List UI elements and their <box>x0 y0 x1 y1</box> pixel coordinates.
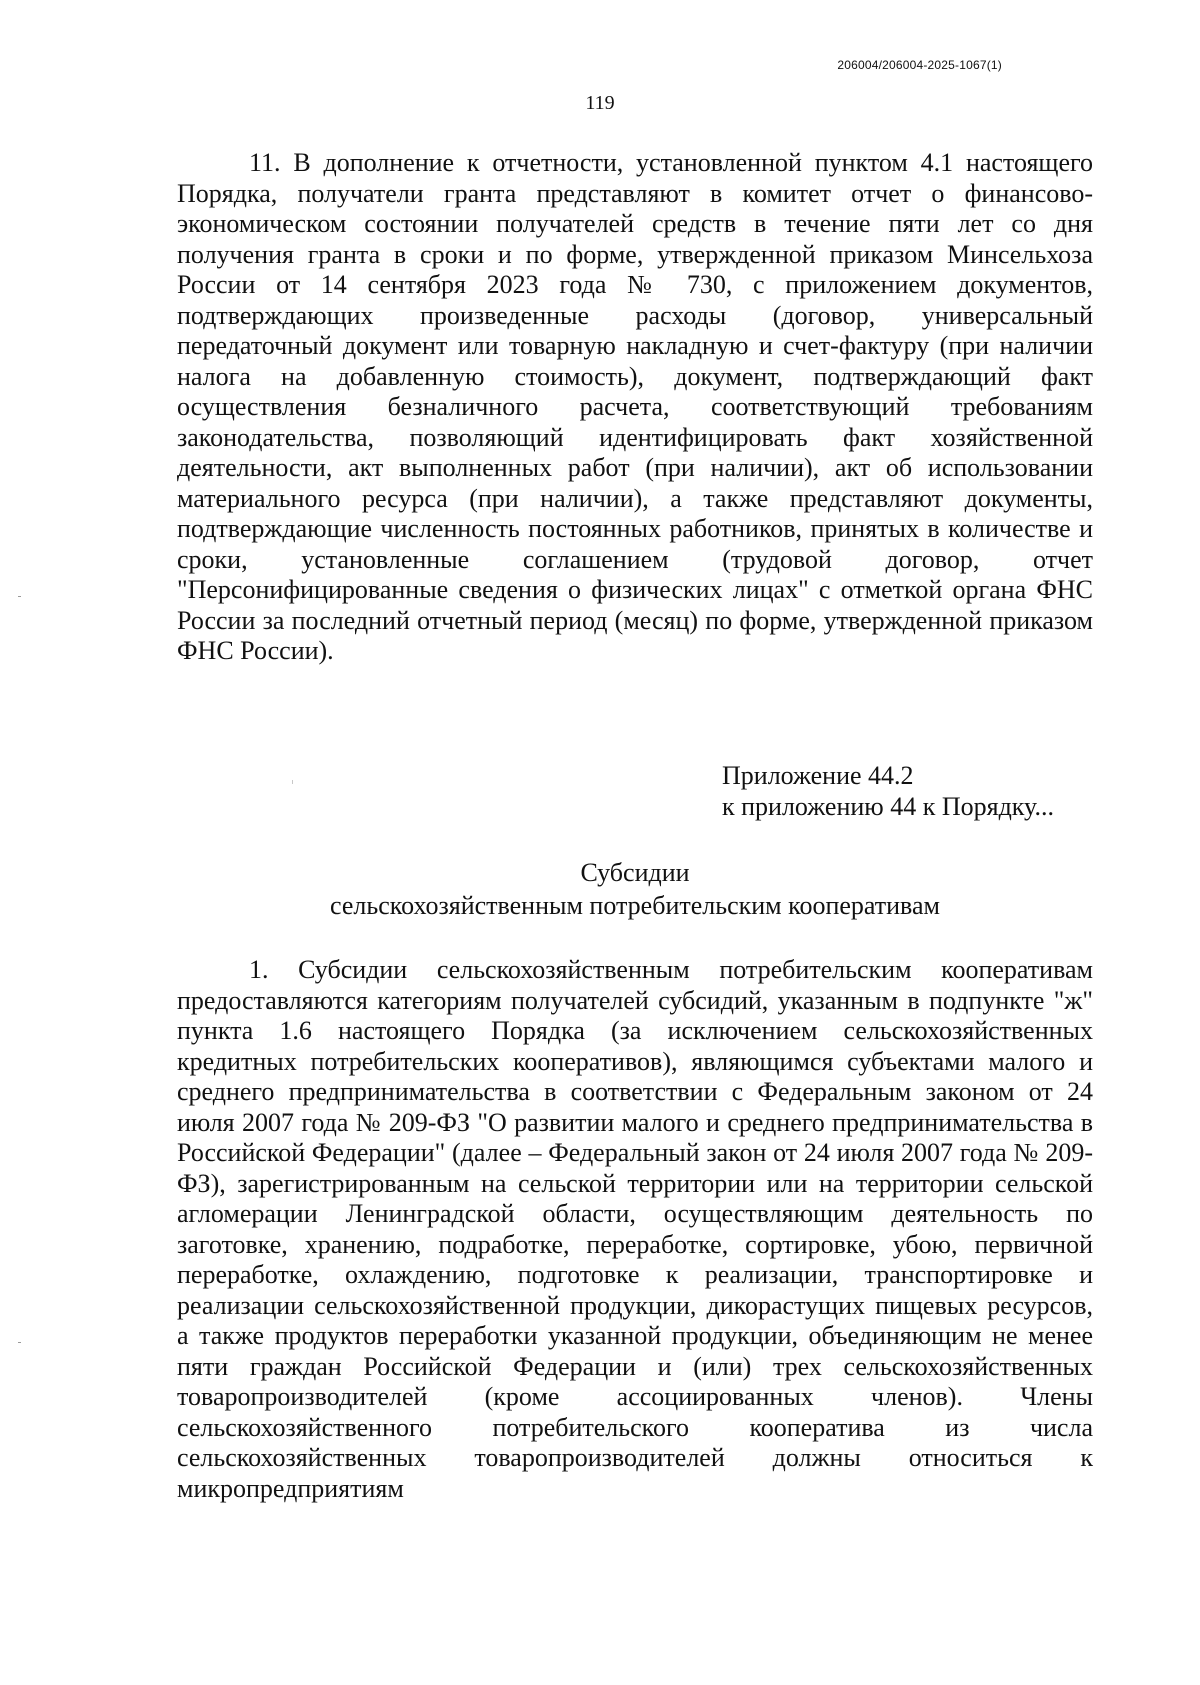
appendix-line-2: к приложению 44 к Порядку... <box>722 792 1054 821</box>
appendix-line-1: Приложение 44.2 <box>722 761 914 790</box>
section-title-line-1: Субсидии <box>580 858 690 887</box>
page-number: 119 <box>585 92 615 114</box>
paragraph-11: 11. В дополнение к отчетности, установленной пунктом 4.1 настоящего Порядка, получатели гранта представляют в комитет отчет о финансово-экономическом состоянии получателей средств в течение пяти лет со дня получения гранта в сроки и по форме, утвержденной приказом Минсельхоза России от 14 сентября 2023 года № 730, с приложением документов, подтверждающих произведенные расходы (договор, универсальный передаточный документ или товарную накладную и счет-фактуру (при наличии налога на добавленную стоимость), документ, подтверждающий факт осуществления безналичного расчета, соответствующий требованиям законодательства, позволяющий идентифицировать факт хозяйственной деятельности, акт выполненных работ (при наличии), акт об использовании материального ресурса (при наличии), а также представляют документы, подтверждающие численность постоянных работников, принятых в количестве и сроки, установленные соглашением (трудовой договор, отчет "Персонифицированные сведения о физических лицах" с отметкой органа ФНС России за последний отчетный период (месяц) по форме, утвержденной приказом ФНС России). <box>177 148 1093 665</box>
paragraph-1: 1. Субсидии сельскохозяйственным потребительским кооперативам предоставляются категориям получателей субсидий, указанным в подпункте "ж" пункта 1.6 настоящего Порядка (за исключением сельскохозяйственных кредитных потребительских кооперативов), являющимся субъектами малого и среднего предпринимательства в соответствии с Федеральным законом от 24 июля 2007 года № 209-ФЗ "О развитии малого и среднего предпринимательства в Российской Федерации" (далее – Федеральный закон от 24 июля 2007 года № 209-ФЗ), зарегистрированным на сельской территории или на территории сельской агломерации Ленинградской области, осуществляющим деятельность по заготовке, хранению, подработке, переработке, сортировке, убою, первичной переработке, охлаждению, подготовке к реализации, транспортировке и реализации сельскохозяйственной продукции, дикорастущих пищевых ресурсов, а также продуктов переработки указанной продукции, объединяющим не менее пяти граждан Российской Федерации и (или) трех сельскохозяйственных товаропроизводителей (кроме ассоциированных членов). Члены сельскохозяйственного потребительского кооператива из числа сельскохозяйственных товаропроизводителей должны относиться к микропредприятиям <box>177 955 1093 1503</box>
appendix-reference <box>722 760 1054 822</box>
scan-speck <box>18 1342 21 1343</box>
document-id: 206004/206004-2025-1067(1) <box>837 58 1002 72</box>
scan-speck <box>292 780 293 784</box>
section-title-line-2: сельскохозяйственным потребительским кооперативам <box>330 891 940 920</box>
scan-speck <box>18 596 21 597</box>
section-title <box>177 856 1093 922</box>
